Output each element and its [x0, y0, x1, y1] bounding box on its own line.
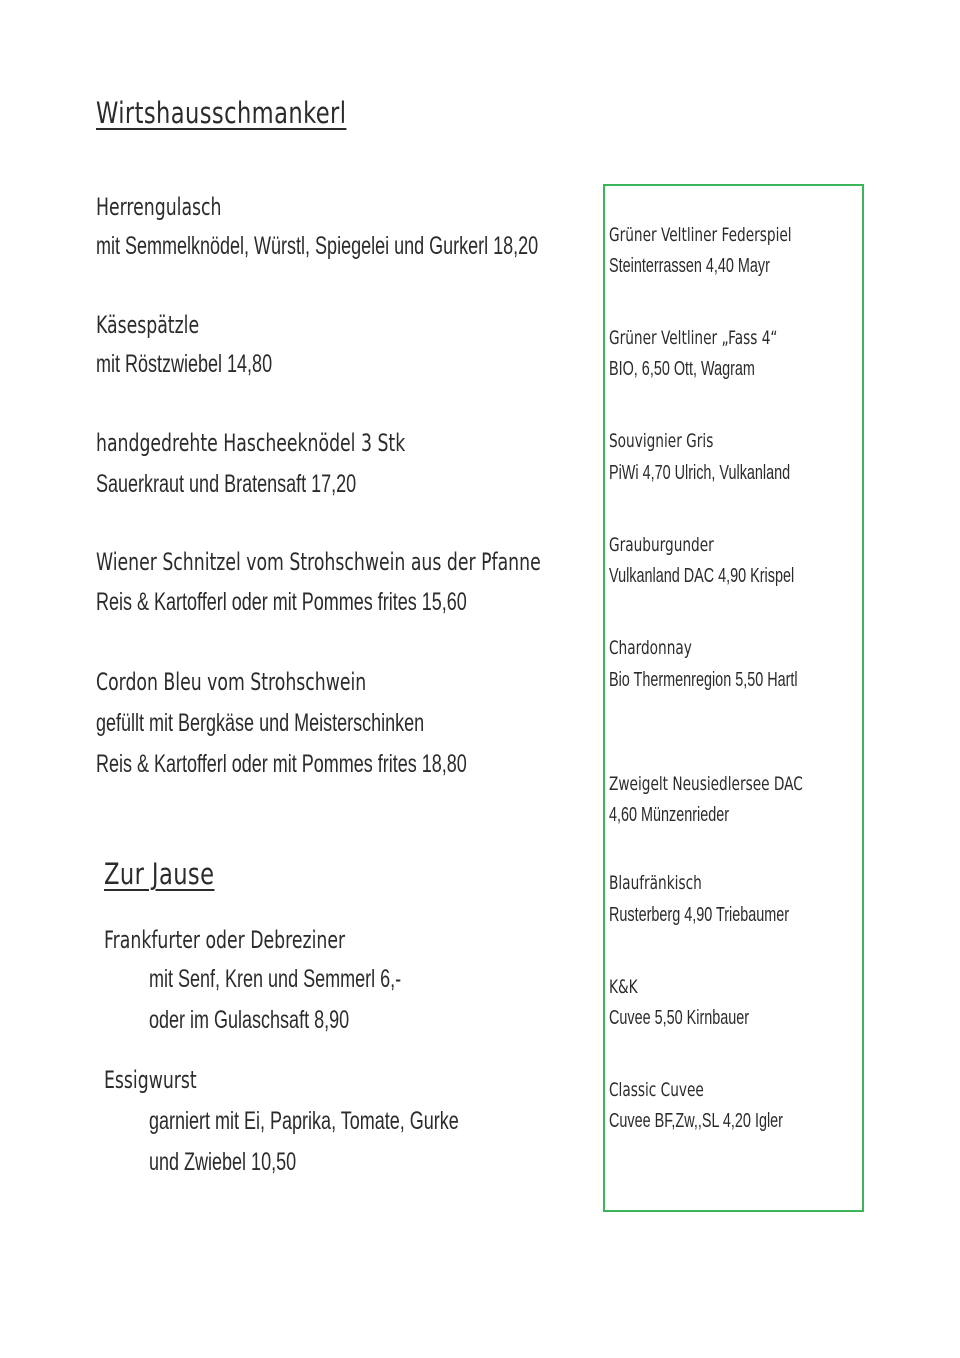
dish-name: Wiener Schnitzel vom Strohschwein aus der Pfanne	[96, 548, 541, 576]
dish-name: Cordon Bleu vom Strohschwein	[96, 668, 367, 696]
snack-description: mit Senf, Kren und Semmerl 6,-	[149, 965, 402, 993]
wine-detail: Vulkanland DAC 4,90 Krispel	[609, 565, 795, 587]
dish-description: mit Röstzwiebel 14,80	[96, 350, 273, 378]
wine-detail: PiWi 4,70 Ulrich, Vulkanland	[609, 462, 791, 484]
dish-description: gefüllt mit Bergkäse und Meisterschinken	[96, 709, 425, 737]
snack-name: Essigwurst	[104, 1066, 197, 1094]
dish-name: Käsespätzle	[96, 311, 200, 339]
snack-description: garniert mit Ei, Paprika, Tomate, Gurke	[149, 1107, 459, 1135]
dish-description: Reis & Kartofferl oder mit Pommes frites 15,60	[96, 588, 467, 616]
wine-name: Blaufränkisch	[609, 872, 702, 894]
snack-description: oder im Gulaschsaft 8,90	[149, 1006, 350, 1034]
section-title-zur-jause: Zur Jause	[104, 857, 215, 891]
dish-description: mit Semmelknödel, Würstl, Spiegelei und Gurkerl 18,20	[96, 232, 539, 260]
wine-detail: Cuvee 5,50 Kirnbauer	[609, 1007, 750, 1029]
wine-detail: Cuvee BF,Zw,,SL 4,20 Igler	[609, 1110, 783, 1132]
wine-detail: Bio Thermenregion 5,50 Hartl	[609, 669, 798, 691]
wine-name: Classic Cuvee	[609, 1079, 704, 1101]
wine-name: Souvignier Gris	[609, 430, 714, 452]
wine-detail: Steinterrassen 4,40 Mayr	[609, 255, 770, 277]
wine-name: Grüner Veltliner Federspiel	[609, 224, 792, 246]
dish-description: Reis & Kartofferl oder mit Pommes frites 18,80	[96, 750, 467, 778]
dish-name: handgedrehte Hascheeknödel 3 Stk	[96, 429, 406, 457]
wine-name: Grauburgunder	[609, 534, 714, 556]
wine-name: K&K	[609, 976, 638, 998]
snack-description: und Zwiebel 10,50	[149, 1148, 297, 1176]
dish-name: Herrengulasch	[96, 193, 222, 221]
wine-name: Grüner Veltliner „Fass 4“	[609, 327, 778, 349]
wine-detail: BIO, 6,50 Ott, Wagram	[609, 358, 755, 380]
wine-name: Chardonnay	[609, 637, 692, 659]
snack-name: Frankfurter oder Debreziner	[104, 926, 346, 954]
wine-detail: 4,60 Münzenrieder	[609, 804, 730, 826]
dish-description: Sauerkraut und Bratensaft 17,20	[96, 470, 357, 498]
wine-detail: Rusterberg 4,90 Triebaumer	[609, 904, 790, 926]
section-title-wirtshausschmankerl: Wirtshausschmankerl	[96, 96, 347, 130]
wine-name: Zweigelt Neusiedlersee DAC	[609, 773, 803, 795]
